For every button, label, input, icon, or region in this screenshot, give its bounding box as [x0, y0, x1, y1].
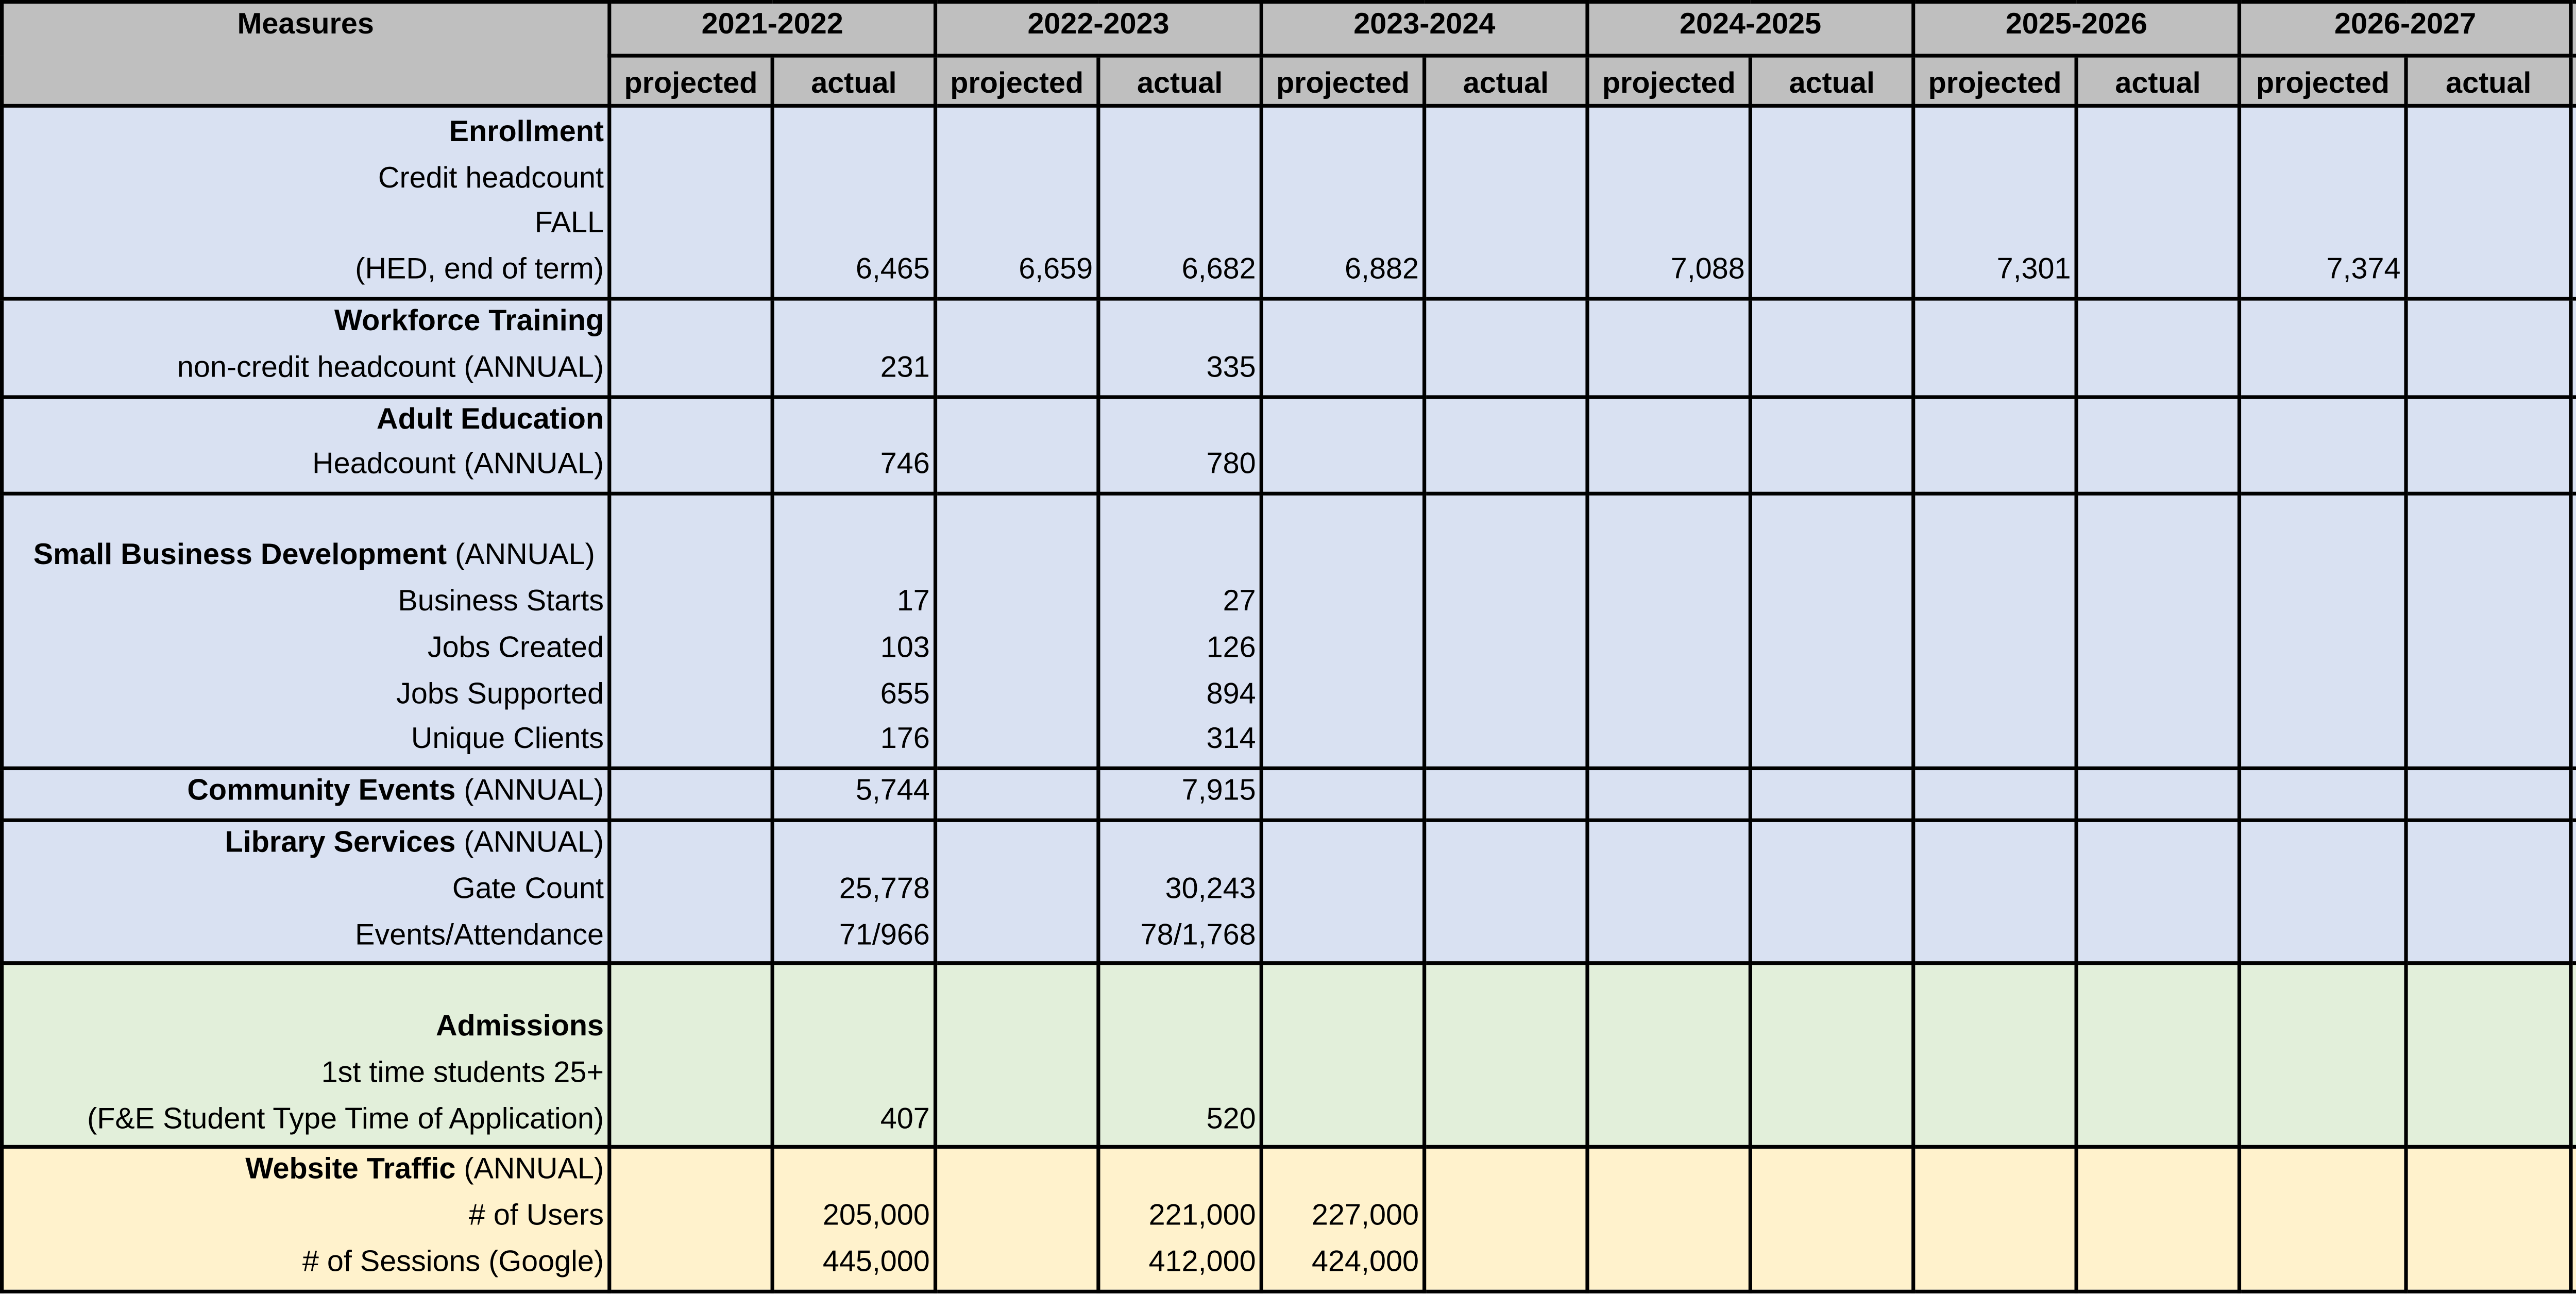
cell[interactable]: [1425, 964, 1587, 1148]
cell[interactable]: [2406, 769, 2571, 820]
value: 30,243: [1165, 873, 1256, 906]
workforce-title: Workforce Training: [334, 306, 604, 338]
cell[interactable]: [609, 396, 772, 493]
cell[interactable]: [2076, 106, 2239, 299]
cell[interactable]: [1913, 820, 2076, 964]
cell[interactable]: 6,659: [936, 106, 1098, 299]
cell[interactable]: 231: [772, 299, 935, 396]
cell[interactable]: [2406, 106, 2571, 299]
cell-library-2122-actual[interactable]: [772, 820, 935, 964]
website-suffix: (ANNUAL): [455, 1155, 604, 1187]
cell[interactable]: [2406, 964, 2571, 1148]
cell-sbd-2122-actual[interactable]: [772, 494, 935, 769]
cell[interactable]: [609, 964, 772, 1148]
value: 176: [880, 724, 930, 756]
cell[interactable]: [2571, 1148, 2576, 1291]
sbd-suffix: (ANNUAL): [447, 540, 595, 572]
cell[interactable]: [2406, 299, 2571, 396]
cell[interactable]: [2240, 299, 2406, 396]
cell[interactable]: 6,465: [772, 106, 935, 299]
cell[interactable]: [1587, 299, 1750, 396]
enrollment-line-2: FALL: [534, 208, 604, 241]
label-community-events[interactable]: [2, 769, 609, 820]
cell[interactable]: [2076, 820, 2239, 964]
library-line: Gate Count: [452, 873, 604, 906]
cell[interactable]: [609, 769, 772, 820]
row-workforce-training: [2, 299, 2576, 396]
cell[interactable]: [1751, 820, 1913, 964]
cell[interactable]: 7,088: [1587, 106, 1750, 299]
community-suffix: (ANNUAL): [455, 776, 604, 808]
cell[interactable]: [936, 396, 1098, 493]
row-admissions: [2, 964, 2576, 1148]
enrollment-title: Enrollment: [449, 116, 604, 148]
admissions-title: Admissions: [435, 1011, 604, 1043]
sbd-line: Unique Clients: [411, 724, 604, 756]
actual-header[interactable]: actual: [2406, 56, 2571, 106]
cell[interactable]: [609, 299, 772, 396]
enrollment-line-3: (HED, end of term): [355, 254, 604, 286]
cell[interactable]: [1587, 769, 1750, 820]
cell[interactable]: [936, 964, 1098, 1148]
cell[interactable]: [936, 299, 1098, 396]
cell[interactable]: [1425, 820, 1587, 964]
value: 71/966: [839, 919, 930, 951]
cell[interactable]: [2571, 964, 2576, 1148]
value: 424,000: [1312, 1247, 1419, 1279]
projected-header[interactable]: projected: [1587, 56, 1750, 106]
cell[interactable]: [1425, 299, 1587, 396]
website-line: # of Users: [468, 1201, 604, 1233]
cell[interactable]: [609, 494, 772, 769]
row-small-business-development: [2, 494, 2576, 769]
cell[interactable]: [2076, 1148, 2239, 1291]
cell[interactable]: 746: [772, 396, 935, 493]
year-header-2024[interactable]: 2024-2025: [1587, 2, 1913, 56]
cell[interactable]: [2076, 964, 2239, 1148]
cell[interactable]: [1261, 299, 1424, 396]
sbd-title-line: [7, 535, 604, 581]
cell[interactable]: [1261, 820, 1424, 964]
actual-header[interactable]: actual: [2076, 56, 2239, 106]
cell[interactable]: 7,374: [2240, 106, 2406, 299]
label-admissions[interactable]: [2, 964, 609, 1148]
year-header-2025[interactable]: 2025-2026: [1913, 2, 2240, 56]
website-title-line: [7, 1149, 604, 1195]
cell[interactable]: 6,882: [1261, 106, 1424, 299]
row-enrollment: [2, 106, 2576, 299]
cell[interactable]: [1751, 769, 1913, 820]
row-community-events: [2, 769, 2576, 820]
cell-sbd-2223-actual[interactable]: [1098, 494, 1261, 769]
cell[interactable]: [1425, 769, 1587, 820]
cell[interactable]: [1913, 299, 2076, 396]
cell[interactable]: [1751, 494, 1913, 769]
sbd-title: Small Business Development: [33, 540, 447, 572]
row-adult-education: [2, 396, 2576, 493]
cell[interactable]: [1587, 396, 1750, 493]
cell-library-2223-actual[interactable]: [1098, 820, 1261, 964]
cell[interactable]: 7,301: [1913, 106, 2076, 299]
label-adult-education[interactable]: [2, 396, 609, 493]
adult-title: Adult Education: [377, 403, 604, 436]
cell[interactable]: [2406, 396, 2571, 493]
projected-header[interactable]: projected: [936, 56, 1098, 106]
row-library-services: [2, 820, 2576, 964]
label-website-traffic[interactable]: [2, 1148, 609, 1291]
cell[interactable]: [2406, 494, 2571, 769]
value: 27: [1223, 586, 1256, 618]
cell[interactable]: [2240, 1148, 2406, 1291]
library-title: Library Services: [225, 827, 456, 859]
cell[interactable]: 780: [1098, 396, 1261, 493]
cell[interactable]: [1751, 964, 1913, 1148]
library-title-line: [7, 822, 604, 868]
cell[interactable]: [936, 769, 1098, 820]
cell[interactable]: [2571, 769, 2576, 820]
cell[interactable]: [2571, 494, 2576, 769]
cell[interactable]: [609, 1148, 772, 1291]
cell-website-2223-actual[interactable]: [1098, 1148, 1261, 1291]
value: 221,000: [1148, 1201, 1256, 1233]
cell[interactable]: [2240, 396, 2406, 493]
measures-header[interactable]: Measures: [2, 2, 609, 106]
admissions-line-2: (F&E Student Type Time of Application): [87, 1103, 604, 1135]
value: 126: [1206, 632, 1256, 664]
value: 655: [880, 678, 930, 710]
value: 894: [1206, 678, 1256, 710]
cell[interactable]: [936, 494, 1098, 769]
projected-header[interactable]: projected: [609, 56, 772, 106]
label-enrollment[interactable]: [2, 106, 609, 299]
cell[interactable]: [1587, 1148, 1750, 1291]
library-line: Events/Attendance: [355, 919, 604, 951]
cell[interactable]: [1261, 396, 1424, 493]
cell[interactable]: [1751, 299, 1913, 396]
cell[interactable]: [1751, 396, 1913, 493]
year-header-row: [2, 2, 2576, 56]
actual-header[interactable]: actual: [1751, 56, 1913, 106]
cell-website-2122-actual[interactable]: [772, 1148, 935, 1291]
value: 314: [1206, 724, 1256, 756]
cell[interactable]: 520: [1098, 964, 1261, 1148]
cell[interactable]: [2571, 299, 2576, 396]
year-header-2026[interactable]: 2026-2027: [2240, 2, 2571, 56]
actual-header[interactable]: actual: [1098, 56, 1261, 106]
cell[interactable]: [1261, 964, 1424, 1148]
cell[interactable]: 335: [1098, 299, 1261, 396]
workforce-line-1: non-credit headcount (ANNUAL): [177, 352, 604, 384]
cell[interactable]: [2076, 769, 2239, 820]
cell[interactable]: [1913, 964, 2076, 1148]
row-website-traffic: [2, 1148, 2576, 1291]
cell[interactable]: 7,915: [1098, 769, 1261, 820]
projected-header[interactable]: [2571, 56, 2576, 106]
cell[interactable]: [1587, 820, 1750, 964]
sbd-line: Business Starts: [398, 586, 604, 618]
label-small-business-development[interactable]: [2, 494, 609, 769]
website-title: Website Traffic: [245, 1155, 456, 1187]
cell[interactable]: [2571, 820, 2576, 964]
cell[interactable]: 6,682: [1098, 106, 1261, 299]
cell[interactable]: [936, 820, 1098, 964]
year-header-2027[interactable]: [2571, 2, 2576, 56]
cell[interactable]: [2571, 396, 2576, 493]
cell[interactable]: [2076, 494, 2239, 769]
actual-header[interactable]: actual: [772, 56, 935, 106]
cell[interactable]: [609, 106, 772, 299]
actual-header[interactable]: actual: [1425, 56, 1587, 106]
cell[interactable]: [1913, 1148, 2076, 1291]
website-line: # of Sessions (Google): [302, 1247, 604, 1279]
year-header-2022[interactable]: 2022-2023: [936, 2, 1262, 56]
cell[interactable]: [2240, 820, 2406, 964]
year-header-2021[interactable]: 2021-2022: [609, 2, 936, 56]
cell[interactable]: [1425, 494, 1587, 769]
cell[interactable]: [1751, 106, 1913, 299]
community-title: Community Events: [187, 776, 456, 808]
cell[interactable]: [1261, 494, 1424, 769]
projected-header[interactable]: projected: [1261, 56, 1424, 106]
cell[interactable]: [936, 1148, 1098, 1291]
cell[interactable]: [1913, 494, 2076, 769]
label-workforce-training[interactable]: [2, 299, 609, 396]
cell[interactable]: [1913, 396, 2076, 493]
projected-header[interactable]: projected: [2240, 56, 2406, 106]
cell[interactable]: 5,744: [772, 769, 935, 820]
cell[interactable]: [1587, 494, 1750, 769]
value: 205,000: [822, 1201, 930, 1233]
year-header-2023[interactable]: 2023-2024: [1261, 2, 1587, 56]
enrollment-line-1: Credit headcount: [378, 162, 604, 194]
cell[interactable]: [2406, 820, 2571, 964]
cell[interactable]: [1913, 769, 2076, 820]
cell[interactable]: 407: [772, 964, 935, 1148]
cell[interactable]: [2076, 396, 2239, 493]
sbd-line: Jobs Supported: [396, 678, 604, 710]
label-library-services[interactable]: [2, 820, 609, 964]
cell[interactable]: [1261, 769, 1424, 820]
cell[interactable]: [2240, 769, 2406, 820]
cell[interactable]: [1425, 1148, 1587, 1291]
cell[interactable]: [2240, 964, 2406, 1148]
cell[interactable]: [609, 820, 772, 964]
cell[interactable]: [2406, 1148, 2571, 1291]
value: 78/1,768: [1140, 919, 1256, 951]
cell[interactable]: [1425, 396, 1587, 493]
cell[interactable]: [1587, 964, 1750, 1148]
value: 103: [880, 632, 930, 664]
library-suffix: (ANNUAL): [455, 827, 604, 859]
value: 25,778: [839, 873, 930, 906]
cell[interactable]: [1425, 106, 1587, 299]
value: 17: [896, 586, 930, 618]
cell[interactable]: [2076, 299, 2239, 396]
projected-header[interactable]: projected: [1913, 56, 2076, 106]
adult-line-1: Headcount (ANNUAL): [312, 450, 604, 482]
cell-website-2324-projected[interactable]: [1261, 1148, 1424, 1291]
value: 227,000: [1312, 1201, 1419, 1233]
cell[interactable]: [2571, 106, 2576, 299]
value: 412,000: [1148, 1247, 1256, 1279]
cell[interactable]: [2240, 494, 2406, 769]
value: 445,000: [822, 1247, 930, 1279]
sbd-line: Jobs Created: [427, 632, 604, 664]
cell[interactable]: [1751, 1148, 1913, 1291]
admissions-line-1: 1st time students 25+: [321, 1057, 604, 1089]
